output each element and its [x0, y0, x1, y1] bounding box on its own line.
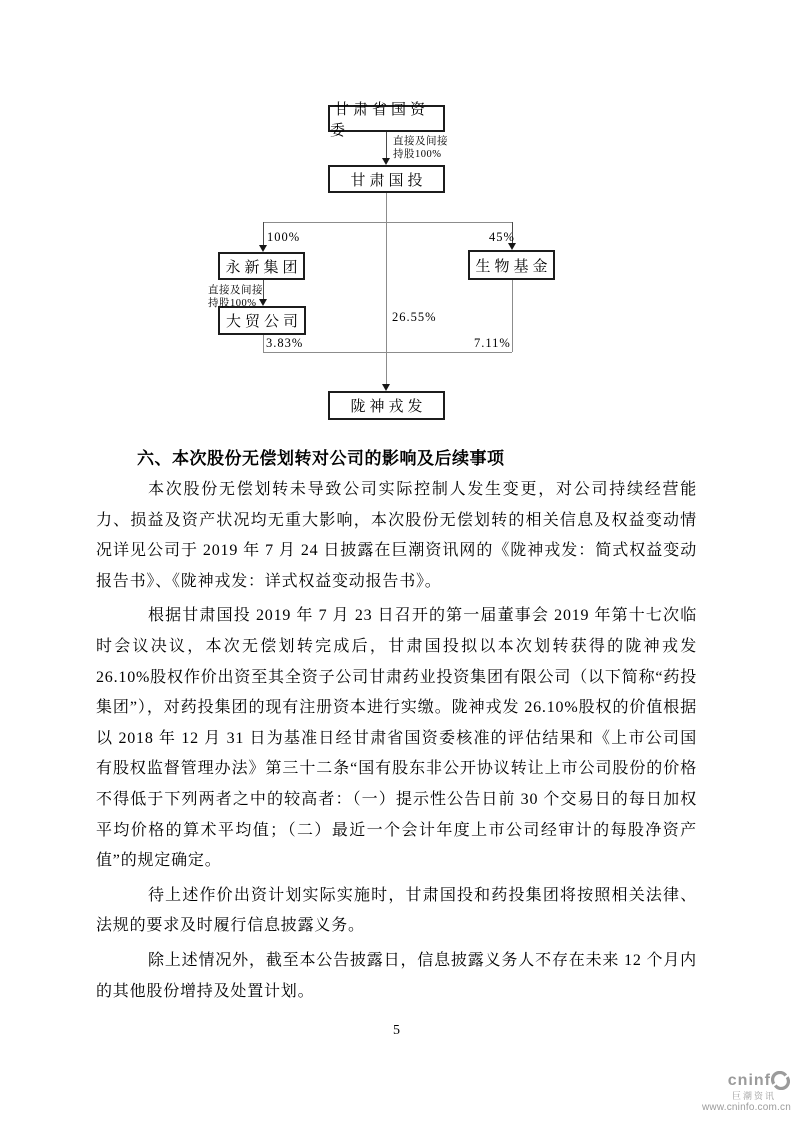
node-label: 甘肃国投: [350, 172, 427, 189]
cninfo-logo-text: cninf: [727, 1071, 771, 1089]
org-chart: [0, 0, 793, 440]
edge-label-26-55pct: 26.55%: [392, 310, 437, 324]
body-paragraph: 本次股份无偿划转未导致公司实际控制人发生变更，对公司持续经营能力、损益及资产状况均无重大影响，本次股份无偿划转的相关信息及权益变动情况详见公司于 2019 年 7 月 24 日披露在巨潮资讯网的《陇神戎发：简式权益变动报告书》、《陇神戎发：详式权益变动报告书》。: [96, 481, 697, 590]
body-paragraph: 待上述作价出资计划实际实施时，甘肃国投和药投集团将按照相关法律、法规的要求及时履行信息披露义务。: [96, 886, 697, 935]
connector-branch-top: [263, 222, 512, 223]
node-label: 永新集团: [225, 259, 302, 276]
edge-label-3-83pct: 3.83%: [266, 336, 304, 350]
body-paragraph: 根据甘肃国投 2019 年 7 月 23 日召开的第一届董事会 2019 年第十七次临时会议决议，本次无偿划转完成后，甘肃国投拟以本次划转获得的陇神戎发 26.10%股权作价出资至其全资子公司甘肃药业投资集团有限公司（以下简称“药投集团”），对药投集团的现有注册资本进行实缴。陇神戎发 26.10%股权的价值根据以 2018 年 12 月 31 日为基准日经甘肃省国资委核准的评估结果和《上市公司国有股权监督管理办法》第三十二条“国有股东非公开协议转让上市公司股份的价格不得低于下列两者之中的较高者：（一）提示性公告日前 30 个交易日的每日加权平均价格的算术平均值；（二）最近一个会计年度上市公司经审计的每股净资产值”的规定确定。: [96, 607, 697, 870]
page-number: 5: [393, 1023, 400, 1038]
cninfo-logo: [700, 1071, 792, 1113]
node-longshen-rongfa: [328, 391, 445, 420]
cninfo-logo-caption: 巨潮资讯: [731, 1091, 776, 1101]
node-label: 大贸公司: [225, 314, 302, 330]
node-yongxin-group: [218, 252, 305, 280]
node-label: 生物基金: [475, 258, 552, 275]
connector-biofund-bottom: [512, 280, 513, 352]
arrowhead-longshen: [382, 384, 390, 391]
body-paragraph: 除上述情况外，截至本公告披露日，信息披露义务人不存在未来 12 个月内的其他股份增持及处置计划。: [96, 951, 697, 1000]
section-heading: 六、本次股份无偿划转对公司的影响及后续事项: [137, 449, 505, 468]
edge-label-45pct: 45%: [489, 230, 515, 244]
connector-yongxin-damao: [263, 280, 264, 300]
edge-label-7-11pct: 7.11%: [474, 336, 511, 350]
edge-label-line: 直接及间接: [208, 285, 263, 296]
edge-label-line: 持股100%: [393, 149, 442, 160]
cninfo-swirl-icon: [771, 1071, 790, 1090]
cninfo-logo-row: [700, 1071, 792, 1090]
edge-label-line: 直接及间接: [393, 136, 448, 147]
section-paragraphs: [96, 475, 697, 1007]
edge-label-100pct: 100%: [267, 230, 301, 244]
edge-label-sasac-guotou: [393, 135, 448, 161]
arrowhead-guotou: [382, 158, 390, 165]
node-bio-fund: [468, 250, 555, 280]
arrowhead-yongxin: [259, 245, 267, 252]
document-body: [96, 447, 697, 1011]
node-label: 甘肃省国资委: [330, 101, 430, 139]
node-gansu-guotou: [328, 165, 445, 193]
edge-label-line: 持股100%: [208, 298, 257, 309]
connector-branch-bottom: [263, 352, 512, 353]
connector-guotou-yongxin: [263, 222, 264, 246]
edge-label-yongxin-damao: [208, 284, 263, 310]
connector-damao-bottom: [263, 335, 264, 352]
node-label: 陇神戎发: [350, 399, 427, 415]
node-damao-company: [218, 306, 306, 335]
cninfo-logo-url: www.cninfo.com.cn: [702, 1102, 791, 1113]
node-gansu-sasac: [328, 101, 445, 139]
